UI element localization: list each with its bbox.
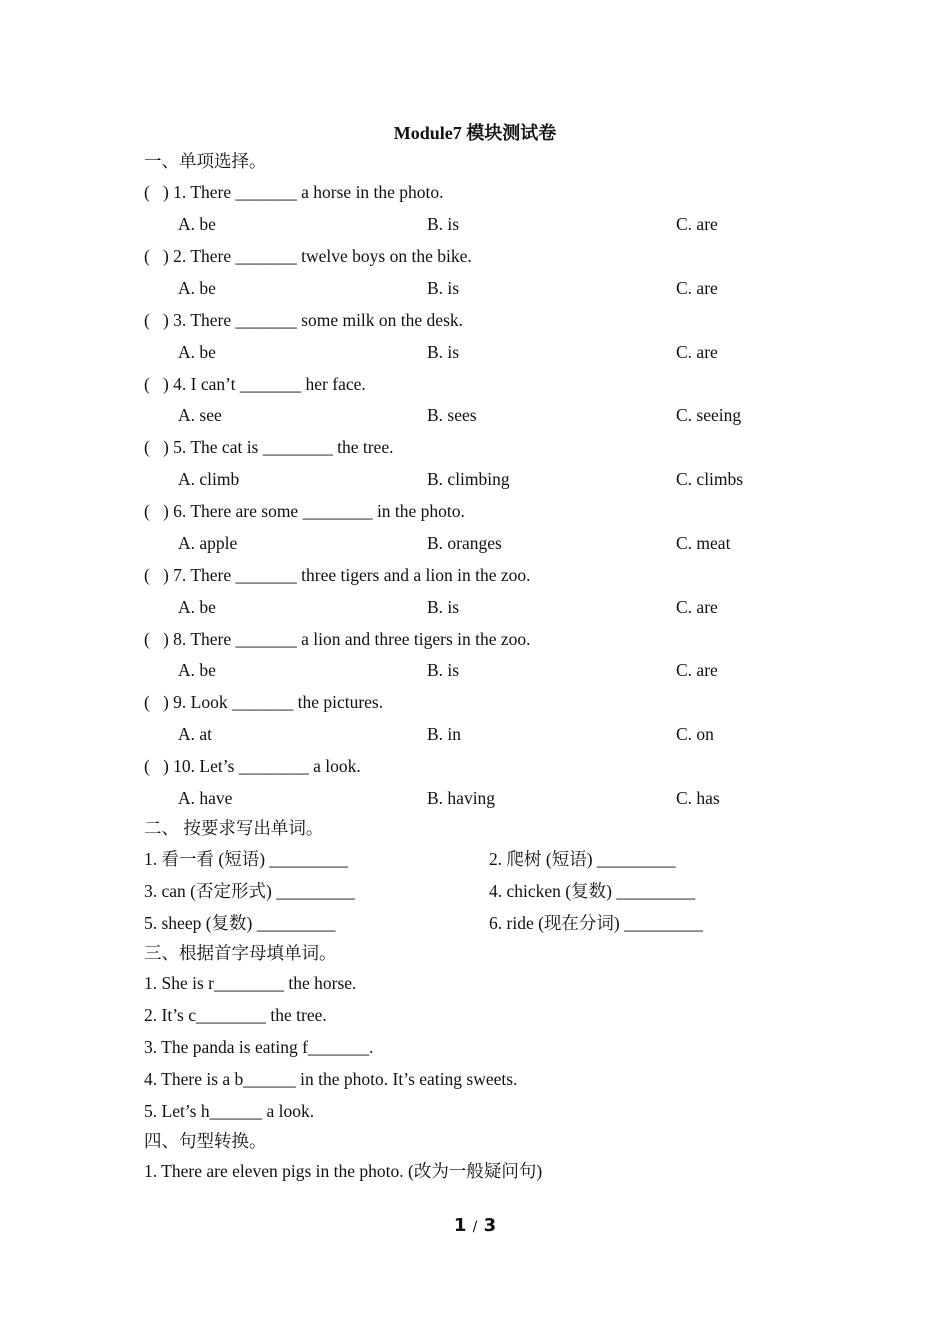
option-c: C. seeing [676,405,742,425]
question-stem: ( ) 5. The cat is ________ the tree. [144,437,394,457]
question-stem: ( ) 9. Look _______ the pictures. [144,692,384,712]
question-stem: ( ) 6. There are some ________ in the photo. [144,501,465,521]
option-b: B. is [427,278,460,298]
option-a: A. be [178,342,216,362]
word-item: 1. 看一看 (短语) _________ [144,849,349,869]
option-b: B. is [427,342,460,362]
option-a: A. apple [178,533,238,553]
word-item: 4. chicken (复数) _________ [489,881,696,901]
word-item: 5. sheep (复数) _________ [144,913,336,933]
section-heading: 一、单项选择。 [144,151,267,171]
option-b: B. is [427,660,460,680]
option-b: B. in [427,724,462,744]
current-page: 1 [453,1215,467,1236]
section-heading: 二、 按要求写出单词。 [144,818,324,838]
question-stem: ( ) 8. There _______ a lion and three tigers in the zoo. [144,629,531,649]
section-heading: 四、句型转换。 [144,1131,267,1151]
option-a: A. be [178,214,216,234]
option-a: A. climb [178,469,240,489]
option-c: C. are [676,597,718,617]
option-b: B. is [427,597,460,617]
option-c: C. on [676,724,714,744]
question-stem: ( ) 10. Let’s ________ a look. [144,756,361,776]
option-c: C. are [676,278,718,298]
option-c: C. are [676,660,718,680]
option-c: C. meat [676,533,731,553]
option-a: A. be [178,597,216,617]
fill-item: 1. She is r________ the horse. [144,973,357,993]
page-number: 1 / 3 [453,1215,497,1236]
question-stem: ( ) 1. There _______ a horse in the photo. [144,182,444,202]
word-item: 6. ride (现在分词) _________ [489,913,703,933]
question-stem: ( ) 7. There _______ three tigers and a lion in the zoo. [144,565,531,585]
question-stem: ( ) 4. I can’t _______ her face. [144,374,366,394]
option-b: B. having [427,788,496,808]
option-a: A. have [178,788,233,808]
section-heading: 三、根据首字母填单词。 [144,943,337,963]
option-a: A. at [178,724,213,744]
fill-item: 5. Let’s h______ a look. [144,1101,315,1121]
option-b: B. is [427,214,460,234]
option-a: A. see [178,405,222,425]
transform-item: 1. There are eleven pigs in the photo. (改为一般疑问句) [144,1161,543,1181]
fill-item: 2. It’s c________ the tree. [144,1005,327,1025]
word-item: 3. can (否定形式) _________ [144,881,355,901]
option-c: C. climbs [676,469,744,489]
total-pages: 3 [483,1215,497,1236]
question-stem: ( ) 2. There _______ twelve boys on the bike. [144,246,472,266]
question-stem: ( ) 3. There _______ some milk on the desk. [144,310,463,330]
fill-item: 4. There is a b______ in the photo. It’s eating sweets. [144,1069,518,1089]
page-title: Module7 模块测试卷 [393,123,557,143]
option-b: B. climbing [427,469,510,489]
option-a: A. be [178,278,216,298]
option-c: C. are [676,214,718,234]
option-b: B. oranges [427,533,502,553]
word-item: 2. 爬树 (短语) _________ [489,849,676,869]
option-a: A. be [178,660,216,680]
option-c: C. are [676,342,718,362]
fill-item: 3. The panda is eating f_______. [144,1037,374,1057]
option-c: C. has [676,788,720,808]
option-b: B. sees [427,405,477,425]
